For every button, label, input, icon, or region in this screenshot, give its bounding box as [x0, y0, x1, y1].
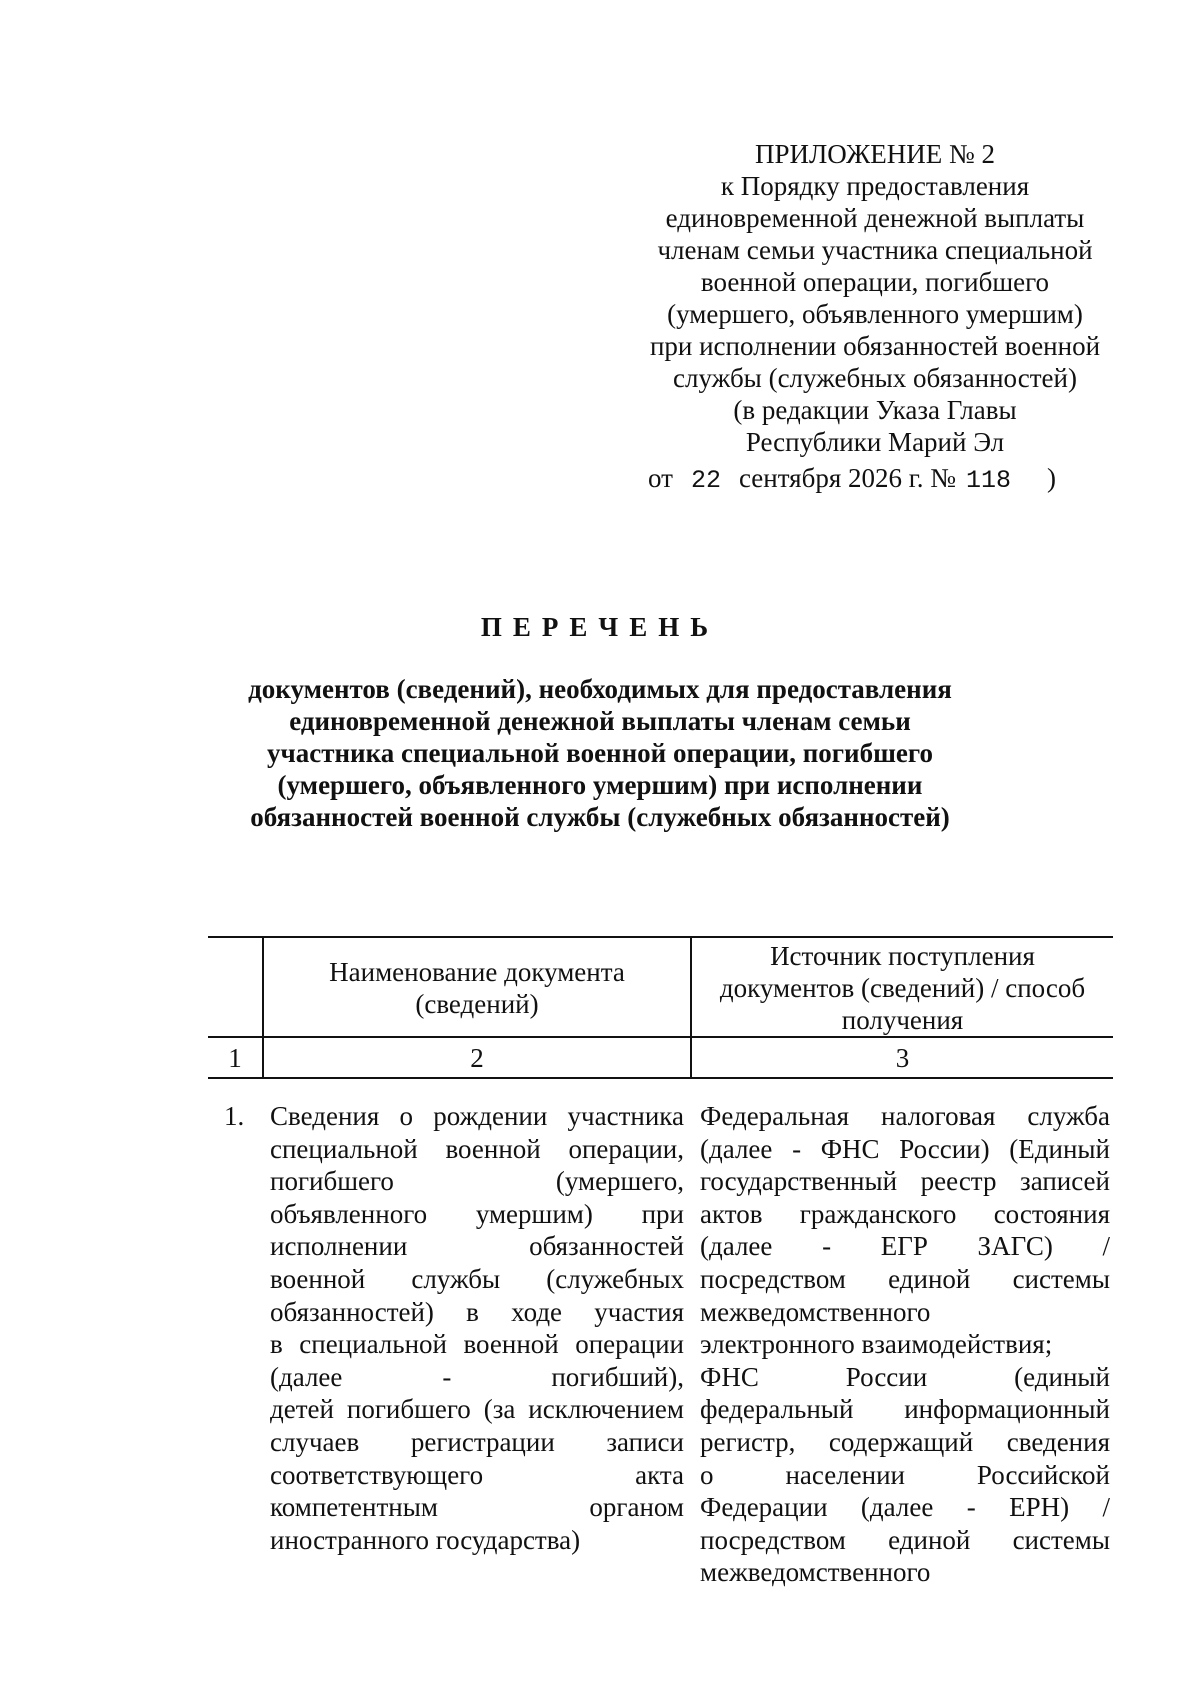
document-name-line: случаев регистрации записи — [270, 1427, 684, 1457]
column-number: 3 — [895, 1043, 910, 1073]
appendix-line: членам семьи участника специальной — [657, 235, 1093, 265]
header-col-name-line: Наименование документа — [329, 957, 625, 987]
date-day: 22 — [690, 466, 721, 495]
document-name-line: специальной военной операции, — [270, 1133, 684, 1164]
document-name-line: погибшего (умершего, — [270, 1166, 684, 1197]
subtitle-line: (умершего, объявленного умершим) при исполнении — [277, 770, 923, 800]
appendix-line: ПРИЛОЖЕНИЕ № 2 — [754, 139, 996, 169]
document-name-line: (далее - погибший), — [270, 1361, 684, 1392]
subtitle-line: участника специальной военной операции, погибшего — [267, 738, 933, 768]
header-col-source-line: Источник поступления — [770, 941, 1035, 971]
document-source-line: Федеральная налоговая служба — [700, 1101, 1110, 1131]
document-name-line: компетентным органом — [270, 1492, 684, 1523]
document-title: ПЕРЕЧЕНЬ — [480, 612, 720, 642]
column-number: 2 — [470, 1043, 484, 1073]
document-source-line: ФНС России (единый — [700, 1361, 1110, 1392]
document-name-line: исполнении обязанностей — [270, 1231, 684, 1262]
subtitle-line: обязанностей военной службы (служебных обязанностей) — [250, 802, 950, 832]
appendix-line: военной операции, погибшего — [700, 267, 1050, 297]
date-suffix: ) — [1047, 463, 1057, 493]
document-name-line: Сведения о рождении участника — [270, 1101, 684, 1131]
document-source-line: (далее - ФНС России) (Единый — [700, 1133, 1110, 1164]
appendix-line: при исполнении обязанностей военной — [649, 331, 1101, 361]
document-name-line: соответствующего акта — [270, 1459, 684, 1490]
appendix-line: (в редакции Указа Главы — [733, 395, 1017, 425]
document-name-line: обязанностей) в ходе участия — [270, 1296, 684, 1327]
document-source-line: посредством единой системы — [700, 1524, 1110, 1555]
date-month-year: сентября 2026 г. № — [738, 463, 957, 493]
document-source-line: актов гражданского состояния — [700, 1198, 1110, 1229]
document-number: 118 — [966, 466, 1012, 495]
header-col-name — [264, 956, 690, 1020]
document-name-line: иностранного государства) — [270, 1524, 581, 1555]
row-number: 1. — [224, 1101, 245, 1131]
table-numbers-border — [208, 1077, 1113, 1079]
appendix-line: единовременной денежной выплаты — [665, 203, 1085, 233]
header-col-source-line: получения — [841, 1005, 964, 1035]
document-source-line: Федерации (далее - ЕРН) / — [700, 1492, 1110, 1523]
document-source-line: межведомственного — [700, 1557, 931, 1588]
document-source-line: регистр, содержащий сведения — [700, 1427, 1110, 1457]
appendix-date-line — [648, 462, 1056, 497]
subtitle-line: документов (сведений), необходимых для предоставления — [248, 674, 952, 704]
document-name-line: в специальной военной операции — [270, 1329, 684, 1360]
document-source-line: федеральный информационный — [700, 1394, 1110, 1425]
table-top-border — [208, 936, 1113, 938]
document-source-line: (далее - ЕГР ЗАГС) / — [700, 1231, 1110, 1262]
appendix-line: к Порядку предоставления — [720, 171, 1030, 201]
subtitle-line: единовременной денежной выплаты членам семьи — [289, 706, 911, 736]
document-name-line: детей погибшего (за исключением — [270, 1394, 684, 1425]
document-source-line: государственный реестр записей — [700, 1166, 1110, 1197]
table-header-border — [208, 1036, 1113, 1038]
document-source-line: электронного взаимодействия; — [700, 1329, 1053, 1360]
appendix-line: (умершего, объявленного умершим) — [667, 299, 1083, 329]
date-prefix: от — [648, 463, 673, 493]
document-name-line: объявленного умершим) при — [270, 1198, 684, 1229]
header-col-source — [692, 940, 1113, 1036]
appendix-line: Республики Марий Эл — [745, 427, 1005, 457]
header-col-source-line: документов (сведений) / способ — [719, 973, 1086, 1003]
document-source-line: посредством единой системы — [700, 1264, 1110, 1294]
document-name-line: военной службы (служебных — [270, 1264, 684, 1294]
document-source-line: межведомственного — [700, 1296, 931, 1327]
appendix-line: службы (служебных обязанностей) — [673, 363, 1077, 393]
column-number: 1 — [228, 1043, 242, 1073]
header-col-name-line: (сведений) — [415, 989, 539, 1019]
document-source-line: о населении Российской — [700, 1459, 1110, 1490]
